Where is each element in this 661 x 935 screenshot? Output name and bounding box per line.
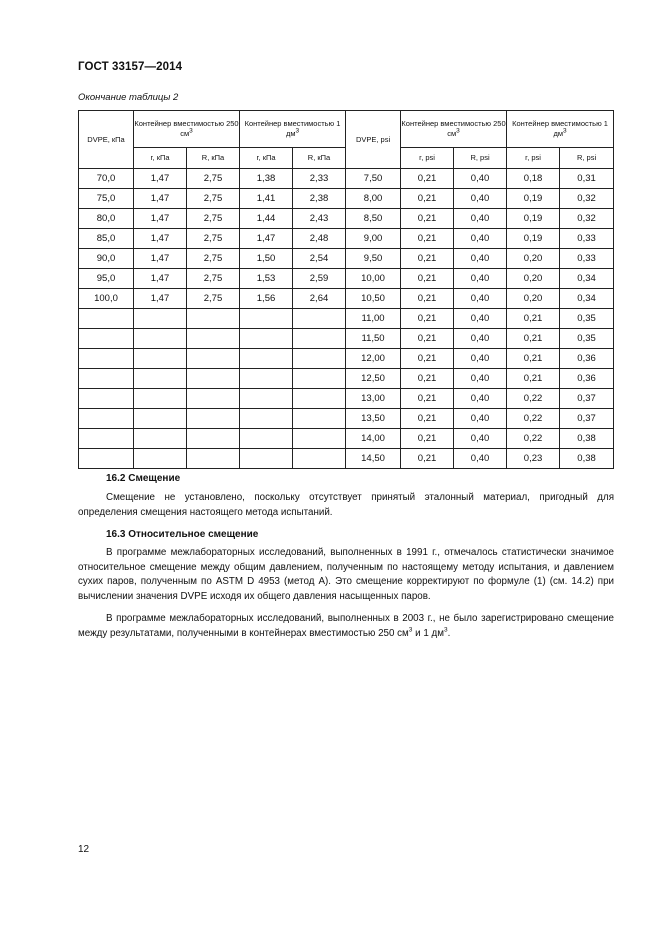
table-cell: 1,38 xyxy=(240,169,293,189)
table-cell: 0,36 xyxy=(560,369,614,389)
table-cell xyxy=(293,369,346,389)
table-cell: 0,21 xyxy=(401,169,454,189)
table-cell: 0,40 xyxy=(454,169,507,189)
table-cell: 2,33 xyxy=(293,169,346,189)
table-cell xyxy=(187,309,240,329)
table-body xyxy=(79,169,614,469)
table-cell: 1,47 xyxy=(134,189,187,209)
table-cell: 12,50 xyxy=(346,369,401,389)
table-cell: 0,35 xyxy=(560,329,614,349)
table-cell: 0,32 xyxy=(560,209,614,229)
table-row xyxy=(79,349,614,369)
table-cell xyxy=(293,449,346,469)
table-cell: 14,50 xyxy=(346,449,401,469)
table-cell xyxy=(240,409,293,429)
table-cell: 8,50 xyxy=(346,209,401,229)
table-cell: 1,47 xyxy=(240,229,293,249)
table-row xyxy=(79,189,614,209)
table-cell: 0,38 xyxy=(560,449,614,469)
table-cell: 0,21 xyxy=(401,329,454,349)
table-cell: 2,64 xyxy=(293,289,346,309)
table-cell xyxy=(187,449,240,469)
table-row xyxy=(79,269,614,289)
header-container-1: Контейнер вместимостью 1 $дм^3$ xyxy=(240,111,346,148)
table-cell: 2,75 xyxy=(187,289,240,309)
table-cell: 0,22 xyxy=(507,429,560,449)
table-cell xyxy=(240,329,293,349)
table-cell: 2,75 xyxy=(187,269,240,289)
table-cell xyxy=(187,429,240,449)
table-cell xyxy=(134,329,187,349)
table-cell: 0,33 xyxy=(560,229,614,249)
table-cell: 2,75 xyxy=(187,229,240,249)
table-cell: 0,40 xyxy=(454,429,507,449)
header-dvpe-psi: DVPE, psi xyxy=(346,111,401,169)
section-16-3-para-1: В программе межлабораторных исследований, выполненных в 1991 г., отмечалось статистически значимое относительное смещение между общим давлением, полученным по настоящему методу испытания, и давлением сухих паров, полученным по ASTM D 4953 (метод А). Это смещение корректируют по формуле (1) (см. 14.2) при вычислении значения DVPE исходя их общего давления насыщенных паров. xyxy=(78,547,614,602)
table-cell xyxy=(134,309,187,329)
table-cell xyxy=(134,349,187,369)
table-cell xyxy=(134,409,187,429)
table-cell: 0,37 xyxy=(560,409,614,429)
table-cell xyxy=(240,389,293,409)
table-cell: 1,47 xyxy=(134,249,187,269)
table-cell: 0,40 xyxy=(454,269,507,289)
table-cell: 0,21 xyxy=(507,369,560,389)
table-cell: 9,50 xyxy=(346,249,401,269)
table-cell xyxy=(187,329,240,349)
table-cell xyxy=(79,389,134,409)
table-cell: 0,21 xyxy=(401,289,454,309)
table-cell: 13,00 xyxy=(346,389,401,409)
header-dvpe-kpa: DVPE, кПа xyxy=(79,111,134,169)
data-table xyxy=(78,110,614,469)
table-cell: 75,0 xyxy=(79,189,134,209)
table-cell xyxy=(293,429,346,449)
table-cell: 100,0 xyxy=(79,289,134,309)
table-cell: 0,35 xyxy=(560,309,614,329)
table-cell: 8,00 xyxy=(346,189,401,209)
table-cell: 85,0 xyxy=(79,229,134,249)
table-cell: 0,40 xyxy=(454,189,507,209)
table-cell: 11,00 xyxy=(346,309,401,329)
table-cell xyxy=(240,429,293,449)
table-cell xyxy=(187,409,240,429)
table-cell: 0,21 xyxy=(401,209,454,229)
table-cell: 0,36 xyxy=(560,349,614,369)
table-cell: 1,41 xyxy=(240,189,293,209)
table-cell: 0,21 xyxy=(401,429,454,449)
table-cell: 80,0 xyxy=(79,209,134,229)
header-container-250: Контейнер вместимостью 250 $см^3$ xyxy=(134,111,240,148)
table-cell xyxy=(293,349,346,369)
table-row xyxy=(79,229,614,249)
header-R-kpa: R, кПа xyxy=(187,148,240,169)
table-cell: 0,33 xyxy=(560,249,614,269)
table-row xyxy=(79,249,614,269)
table-cell: 0,40 xyxy=(454,229,507,249)
table-cell: 0,21 xyxy=(401,389,454,409)
table-cell: 95,0 xyxy=(79,269,134,289)
table-caption: Окончание таблицы 2 xyxy=(78,92,179,103)
table-cell: 0,21 xyxy=(507,309,560,329)
table-cell xyxy=(187,369,240,389)
table-row xyxy=(79,449,614,469)
table-cell: 0,40 xyxy=(454,409,507,429)
table-cell: 0,18 xyxy=(507,169,560,189)
table-cell xyxy=(134,369,187,389)
table-cell: 10,50 xyxy=(346,289,401,309)
table-cell xyxy=(79,449,134,469)
table-cell: 90,0 xyxy=(79,249,134,269)
table-cell: 1,47 xyxy=(134,269,187,289)
table-cell: 0,40 xyxy=(454,369,507,389)
section-16-3-para-2: В программе межлабораторных исследований, выполненных в 2003 г., не было зарегистрировано смещение между результатами, полученными в контейнерах вместимостью 250 $см^3$ и 1 $дм^3$. xyxy=(78,613,614,639)
table-cell xyxy=(293,389,346,409)
table-row xyxy=(79,309,614,329)
table-cell: 2,75 xyxy=(187,249,240,269)
table-cell: 2,54 xyxy=(293,249,346,269)
table-cell: 0,20 xyxy=(507,249,560,269)
table-cell: 1,56 xyxy=(240,289,293,309)
table-cell: 13,50 xyxy=(346,409,401,429)
table-cell: 0,40 xyxy=(454,249,507,269)
table-cell xyxy=(79,409,134,429)
table-cell: 0,37 xyxy=(560,389,614,409)
table-cell xyxy=(240,449,293,469)
table-cell: 0,40 xyxy=(454,309,507,329)
table-cell: 0,38 xyxy=(560,429,614,449)
table-cell: 70,0 xyxy=(79,169,134,189)
table-cell: 0,32 xyxy=(560,189,614,209)
table-cell: 1,47 xyxy=(134,169,187,189)
table-cell: 0,40 xyxy=(454,349,507,369)
table-cell xyxy=(79,429,134,449)
table-cell: 0,19 xyxy=(507,209,560,229)
table-row xyxy=(79,289,614,309)
table-cell xyxy=(79,369,134,389)
table-cell xyxy=(293,409,346,429)
table-cell: 2,38 xyxy=(293,189,346,209)
table-cell: 1,47 xyxy=(134,209,187,229)
page-number: 12 xyxy=(78,844,90,855)
table-cell: 9,00 xyxy=(346,229,401,249)
table-cell: 0,21 xyxy=(401,409,454,429)
table-cell: 0,20 xyxy=(507,289,560,309)
table-cell: 0,21 xyxy=(401,269,454,289)
table-cell: 1,47 xyxy=(134,289,187,309)
table-cell: 0,21 xyxy=(507,329,560,349)
table-cell: 0,19 xyxy=(507,189,560,209)
table-cell: 0,21 xyxy=(401,309,454,329)
table-cell: 0,23 xyxy=(507,449,560,469)
header-R-psi: R, psi xyxy=(454,148,507,169)
table-cell: 0,21 xyxy=(401,369,454,389)
header-r-kpa: r, кПа xyxy=(134,148,187,169)
table-cell: 2,43 xyxy=(293,209,346,229)
table-row xyxy=(79,369,614,389)
header-r-kpa: r, кПа xyxy=(240,148,293,169)
table-cell: 0,21 xyxy=(507,349,560,369)
table-cell: 2,48 xyxy=(293,229,346,249)
table-row xyxy=(79,409,614,429)
table-row xyxy=(79,389,614,409)
table-cell: 14,00 xyxy=(346,429,401,449)
table-cell: 2,59 xyxy=(293,269,346,289)
table-cell: 0,40 xyxy=(454,289,507,309)
table-cell xyxy=(79,309,134,329)
table-cell: 0,21 xyxy=(401,229,454,249)
table-cell: 0,40 xyxy=(454,209,507,229)
table-cell: 0,40 xyxy=(454,449,507,469)
table-cell: 0,34 xyxy=(560,269,614,289)
document-header: ГОСТ 33157—2014 xyxy=(78,61,183,73)
table-cell: 2,75 xyxy=(187,169,240,189)
table-cell: 2,75 xyxy=(187,209,240,229)
table-cell xyxy=(79,349,134,369)
table-cell: 0,21 xyxy=(401,249,454,269)
table-row xyxy=(79,429,614,449)
table-cell: 0,20 xyxy=(507,269,560,289)
table-cell xyxy=(187,349,240,369)
header-container-1-psi: Контейнер вместимостью 1 $дм^3$ xyxy=(507,111,614,148)
table-cell: 0,40 xyxy=(454,389,507,409)
table-cell xyxy=(240,369,293,389)
table-cell xyxy=(293,329,346,349)
header-r-psi: r, psi xyxy=(507,148,560,169)
table-cell: 1,50 xyxy=(240,249,293,269)
table-cell xyxy=(79,329,134,349)
table-row xyxy=(79,169,614,189)
table-cell xyxy=(240,349,293,369)
table-cell: 0,40 xyxy=(454,329,507,349)
table-cell: 1,44 xyxy=(240,209,293,229)
table-cell: 1,47 xyxy=(134,229,187,249)
table-cell: 2,75 xyxy=(187,189,240,209)
table-cell: 0,31 xyxy=(560,169,614,189)
table-cell xyxy=(240,309,293,329)
table-cell: 0,22 xyxy=(507,389,560,409)
header-R-kpa: R, кПа xyxy=(293,148,346,169)
table-cell: 11,50 xyxy=(346,329,401,349)
table-cell: 12,00 xyxy=(346,349,401,369)
header-R-psi: R, psi xyxy=(560,148,614,169)
header-r-psi: r, psi xyxy=(401,148,454,169)
section-16-2-text: Смещение не установлено, поскольку отсутствует принятый эталонный материал, пригодный для определения смещения настоящего метода испытаний. xyxy=(78,492,614,518)
table-cell: 0,21 xyxy=(401,449,454,469)
table-cell: 10,00 xyxy=(346,269,401,289)
table-cell: 1,53 xyxy=(240,269,293,289)
table-cell: 0,21 xyxy=(401,189,454,209)
table-row xyxy=(79,209,614,229)
section-title-16-3: 16.3 Относительное смещение xyxy=(106,529,259,540)
table-cell: 0,22 xyxy=(507,409,560,429)
table-cell: 0,34 xyxy=(560,289,614,309)
table-row xyxy=(79,329,614,349)
section-title-16-2: 16.2 Смещение xyxy=(106,473,181,484)
table-cell xyxy=(293,309,346,329)
table-cell xyxy=(134,449,187,469)
table-cell: 0,19 xyxy=(507,229,560,249)
table-cell xyxy=(187,389,240,409)
table-cell: 7,50 xyxy=(346,169,401,189)
header-container-250-psi: Контейнер вместимостью 250 $см^3$ xyxy=(401,111,507,148)
table-cell xyxy=(134,389,187,409)
table-cell xyxy=(134,429,187,449)
table-cell: 0,21 xyxy=(401,349,454,369)
